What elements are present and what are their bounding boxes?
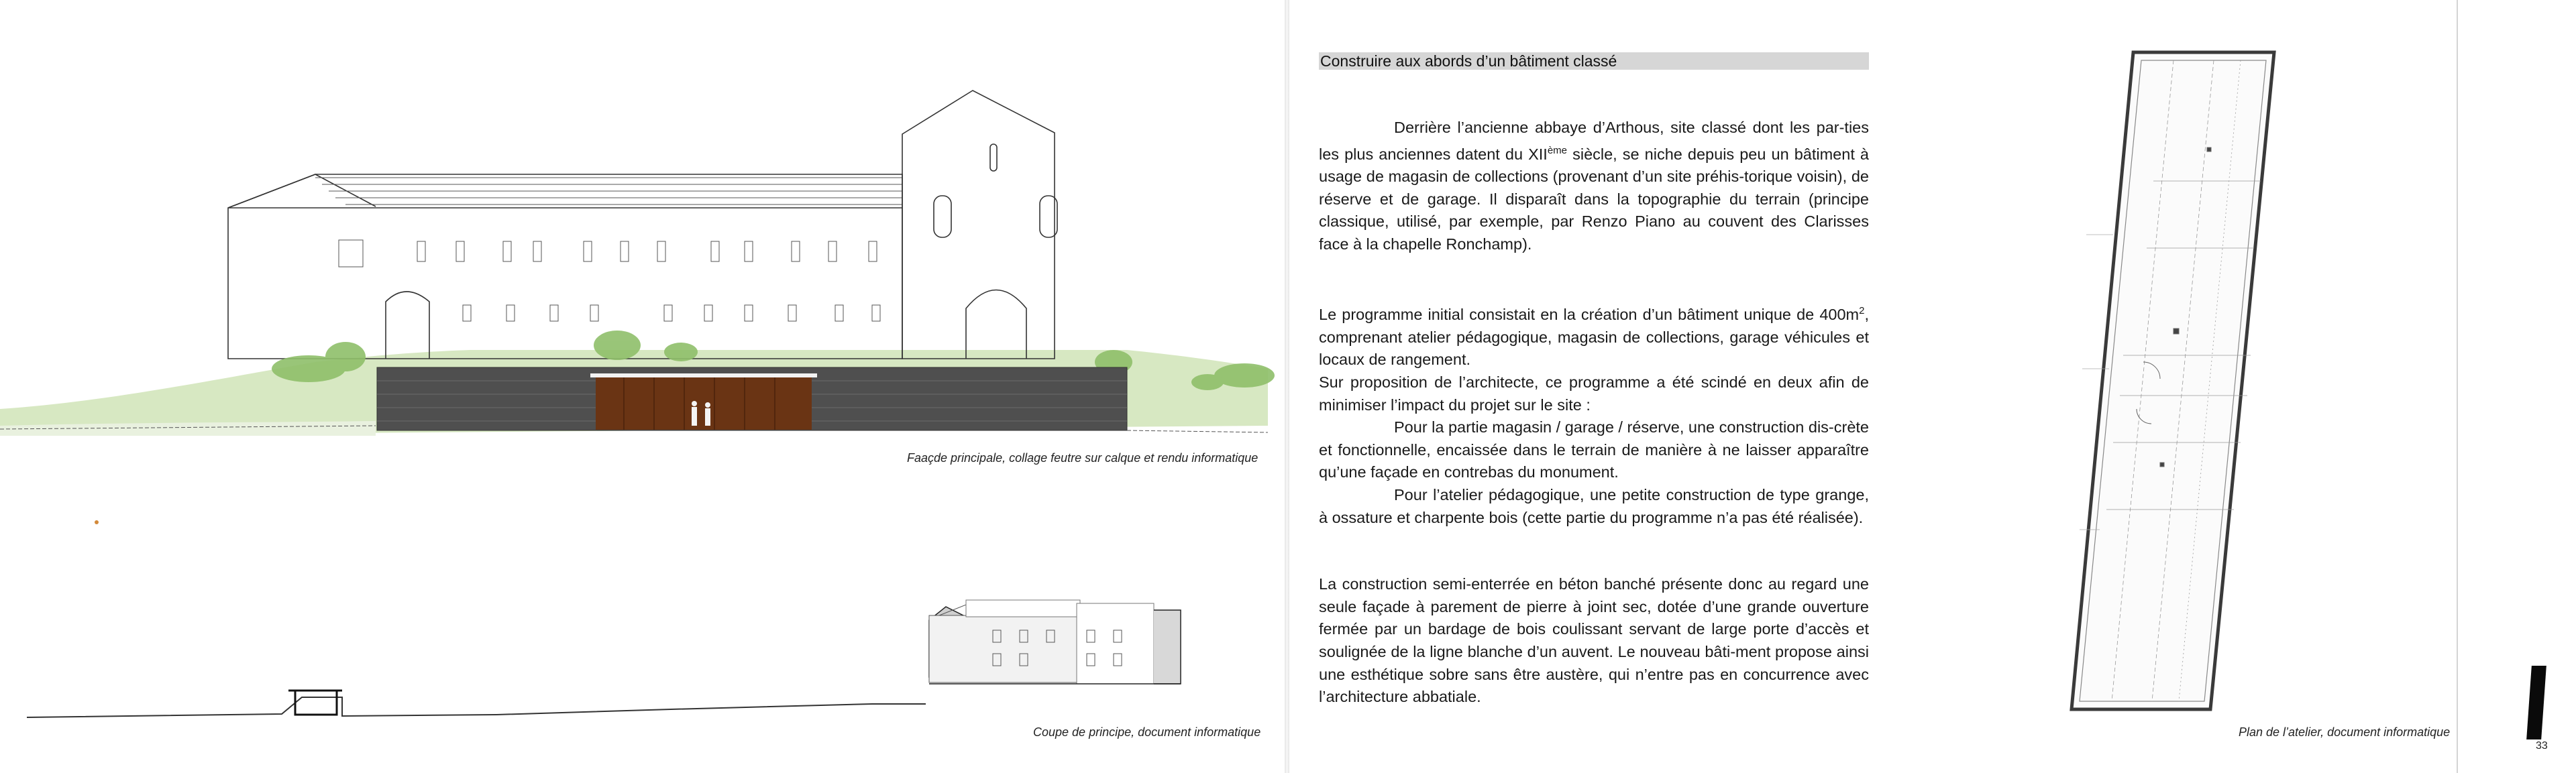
section-drawing [27,590,1275,724]
section-heading: Construire aux abords d’un bâtiment classé [1319,52,1869,70]
plan-caption: Plan de l’atelier, document informatique [2239,725,2451,739]
ochre-mark [94,520,99,525]
paragraph-1: Derrière l’ancienne abbaye d’Arthous, site classé dont les par-ties les plus anciennes datent du XIIème siècle, se niche depuis peu un bâtiment à usage de magasin de collections (provenant d’un site préhis-torique voisin), de réserve et de garage. Il disparaît dans la topographie du terrain (principe classique, utilisé, par exemple, par Renzo Piano au couvent des Clarisses face à la chapelle Ronchamp). [1319,119,1869,253]
paragraph-2: Le programme initial consistait en la création d’un bâtiment unique de $400m^2$, comprenant atelier pédagogique, magasin de collections, garage véhicules et locaux de rangement. [1319,305,1869,369]
page-number: 33 [2536,740,2548,752]
facade-elevation-drawing [0,87,1285,449]
paragraph-4: Pour la partie magasin / garage / réserve, une construction dis-crète et fonctionnelle, encaissée dans le terrain de manière à ne laisser apparaître qu’une façade en contrebas du monument. [1319,418,1869,481]
paragraph-6: La construction semi-enterrée en béton banché présente donc au regard une seule façade à parement de pierre à joint sec, dotée d’une grande ouverture fermée par un bardage de bois coulissant servant de large porte d’accès et soulignée de la ligne blanche d’un auvent. Le nouveau bâti-ment propose ainsi une esthétique sobre sans être austère, qui n’entre pas en concurrence avec l’architecture abbatiale. [1319,575,1869,706]
atelier-plan-drawing [2073,47,2294,717]
paragraph-5: Pour l’atelier pédagogique, une petite construction de type grange, à ossature et charpente bois (cette partie du programme n’a pas été réalisée). [1319,485,1869,526]
paragraph-3: Sur proposition de l’architecte, ce programme a été scindé en deux afin de minimiser l’impact du projet sur le site : [1319,373,1869,414]
section-caption: Coupe de principe, document informatique [1033,725,1261,739]
elevation-caption: Faaçde principale, collage feutre sur calque et rendu informatique [907,451,1258,465]
margin-rule [2457,0,2458,773]
body-text [1319,117,1869,709]
book-spine [1285,0,1289,773]
left-page [0,0,1285,773]
